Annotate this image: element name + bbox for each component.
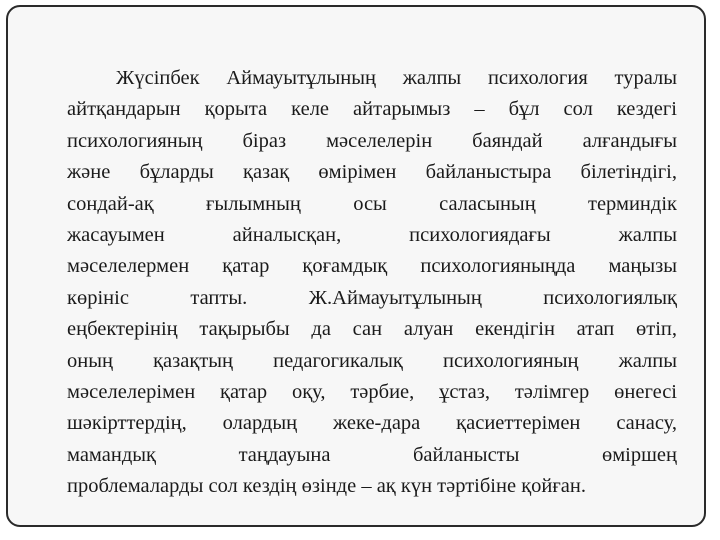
paragraph-line-11: мәселелерімен қатар оқу, тәрбие, ұстаз, тәлімгер өнегесі bbox=[67, 380, 677, 403]
paragraph-line-12: шәкірттердің, олардың жеке-дара қасиеттерімен санасу, bbox=[67, 412, 677, 435]
paragraph-line-7: мәселелермен қатар қоғамдық психологияныңда маңызы bbox=[67, 255, 677, 278]
paragraph-line-8: көрініс тапты. Ж.Аймауытұлының психологиялық bbox=[67, 286, 677, 309]
paragraph-line-13: мамандық таңдауына байланысты өміршең bbox=[67, 443, 677, 466]
paragraph-line-3: психологияның біраз мәселелерін баяндай алғандығы bbox=[67, 129, 677, 152]
paragraph-line-4: және бұларды қазақ өмірімен байланыстыра білетіндігі, bbox=[67, 161, 677, 184]
paragraph-line-5: сондай-ақ ғылымның осы саласының терминдік bbox=[67, 192, 677, 215]
paragraph-line-14: проблемаларды сол кездің өзінде – ақ күн тәртібіне қойған. bbox=[67, 475, 586, 498]
paragraph-line-10: оның қазақтың педагогикалық психологияның жалпы bbox=[67, 349, 677, 372]
paragraph-text bbox=[67, 63, 677, 502]
paragraph-line-6: жасауымен айналысқан, психологиядағы жалпы bbox=[67, 223, 677, 246]
paragraph-line-9: еңбектерінің тақырыбы да сан алуан екендігін атап өтіп, bbox=[67, 318, 677, 341]
paragraph-line-1: Жүсіпбек Аймауытұлының жалпы психология туралы bbox=[116, 67, 677, 89]
paragraph-line-2: айтқандарын қорыта келе айтарымыз – бұл сол кездегі bbox=[67, 98, 677, 121]
